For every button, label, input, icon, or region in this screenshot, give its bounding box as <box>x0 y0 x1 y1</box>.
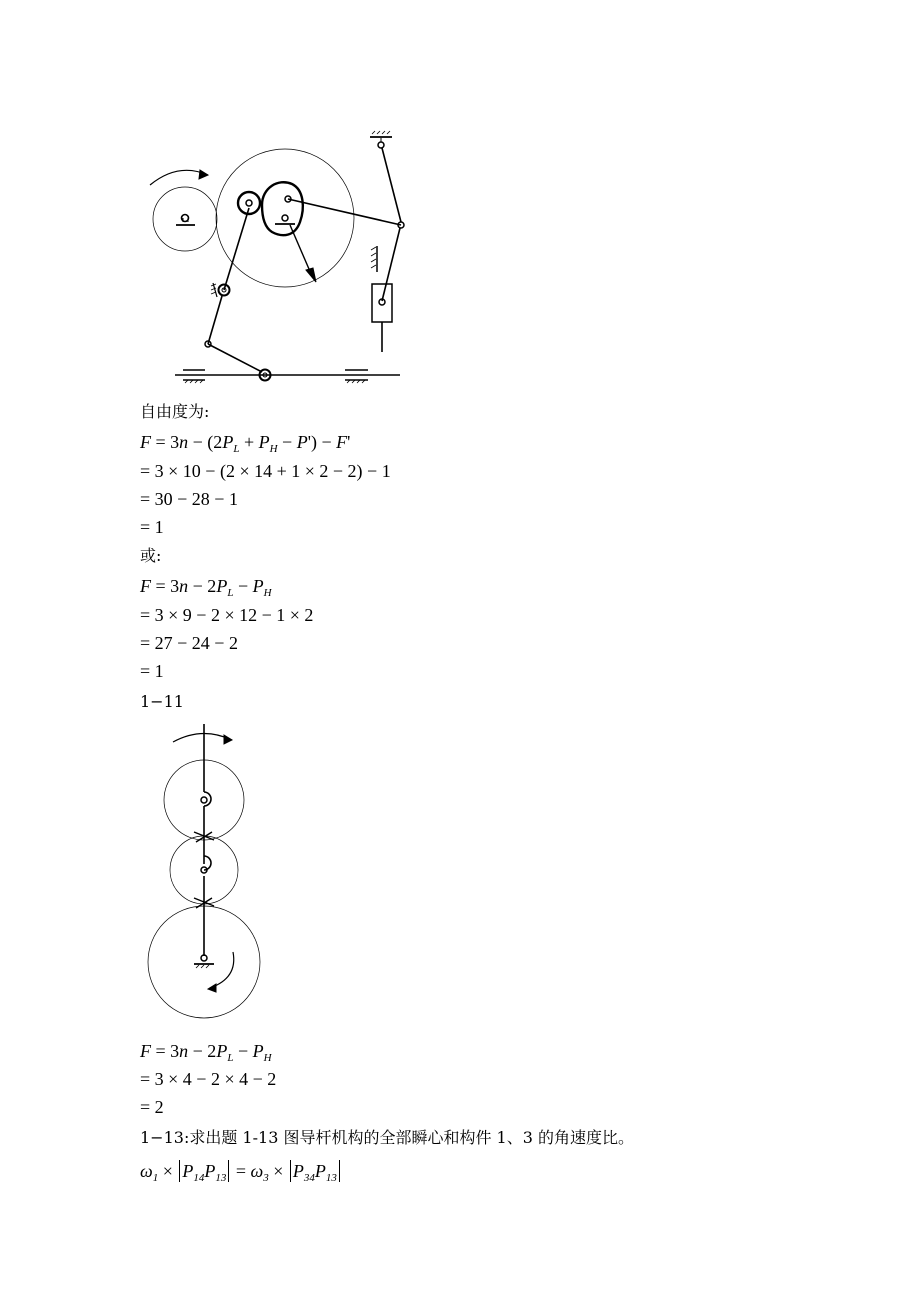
equation-line-4: = 1 <box>140 517 164 537</box>
equation-line-5: $F = 3n - 2P_L - P_H$ <box>140 576 272 599</box>
equation-line-7: = 27 − 24 − 2 <box>140 633 238 653</box>
equation-line-9: $F = 3n - 2P_L - P_H$ <box>140 1041 272 1064</box>
small-gear-circle <box>153 187 217 251</box>
gear-train-figure <box>0 715 920 1035</box>
slider-block <box>372 284 392 322</box>
equation-line-1: $F = 3n - (2P_L + P_H - P') - F'$ <box>140 432 351 455</box>
equation-line-12: $\omega_1 \times P_{14}P_{13} = \omega_3 \times P_{34}P_{13}$ <box>140 1160 342 1189</box>
cam <box>262 182 303 235</box>
dof-label: 自由度为: <box>140 402 210 421</box>
equation-line-3: = 30 − 28 − 1 <box>140 489 238 509</box>
equation-line-10: = 3 × 4 − 2 × 4 − 2 <box>140 1069 277 1089</box>
heading-1-11: 1−11 <box>140 692 184 711</box>
heading-1-13: 1−13:求出题 1-13 图导杆机构的全部瞬心和构件 1、3 的角速度比。 <box>140 1128 634 1147</box>
equation-line-8: = 1 <box>140 661 164 681</box>
equation-line-11: = 2 <box>140 1097 164 1117</box>
equation-line-2: = 3 × 10 − (2 × 14 + 1 × 2 − 2) − 1 <box>140 461 391 481</box>
large-gear-circle <box>216 149 354 287</box>
mechanism-figure-1 <box>0 0 920 400</box>
or-label: 或: <box>140 546 162 565</box>
equation-line-6: = 3 × 9 − 2 × 12 − 1 × 2 <box>140 605 314 625</box>
